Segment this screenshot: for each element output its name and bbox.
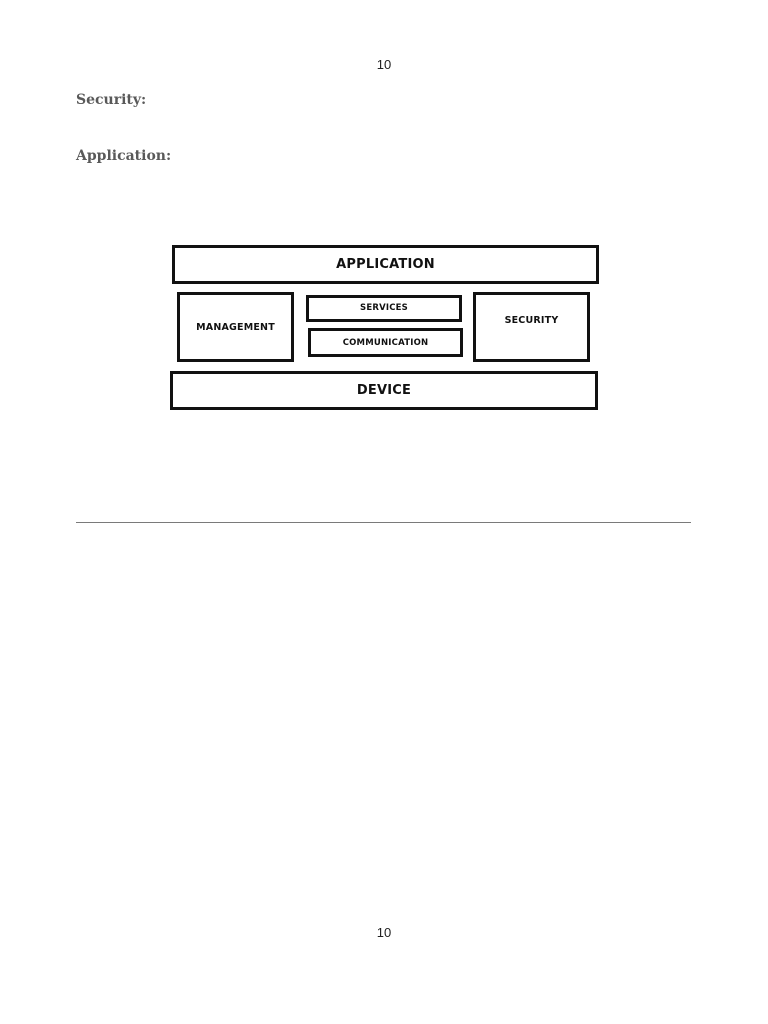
services-box: SERVICES xyxy=(306,295,462,322)
footer-page-number: 10 xyxy=(376,925,392,940)
device-layer-box: DEVICE xyxy=(170,371,598,410)
header-page-number: 10 xyxy=(376,57,392,72)
security-heading: Security: xyxy=(76,92,147,108)
iot-architecture-diagram xyxy=(165,240,605,416)
application-layer-box: APPLICATION xyxy=(172,245,599,284)
communication-box: COMMUNICATION xyxy=(308,328,463,357)
management-box: MANAGEMENT xyxy=(177,292,294,362)
application-heading: Application: xyxy=(76,148,172,164)
footer-divider xyxy=(76,522,691,523)
security-box: SECURITY xyxy=(473,292,590,362)
